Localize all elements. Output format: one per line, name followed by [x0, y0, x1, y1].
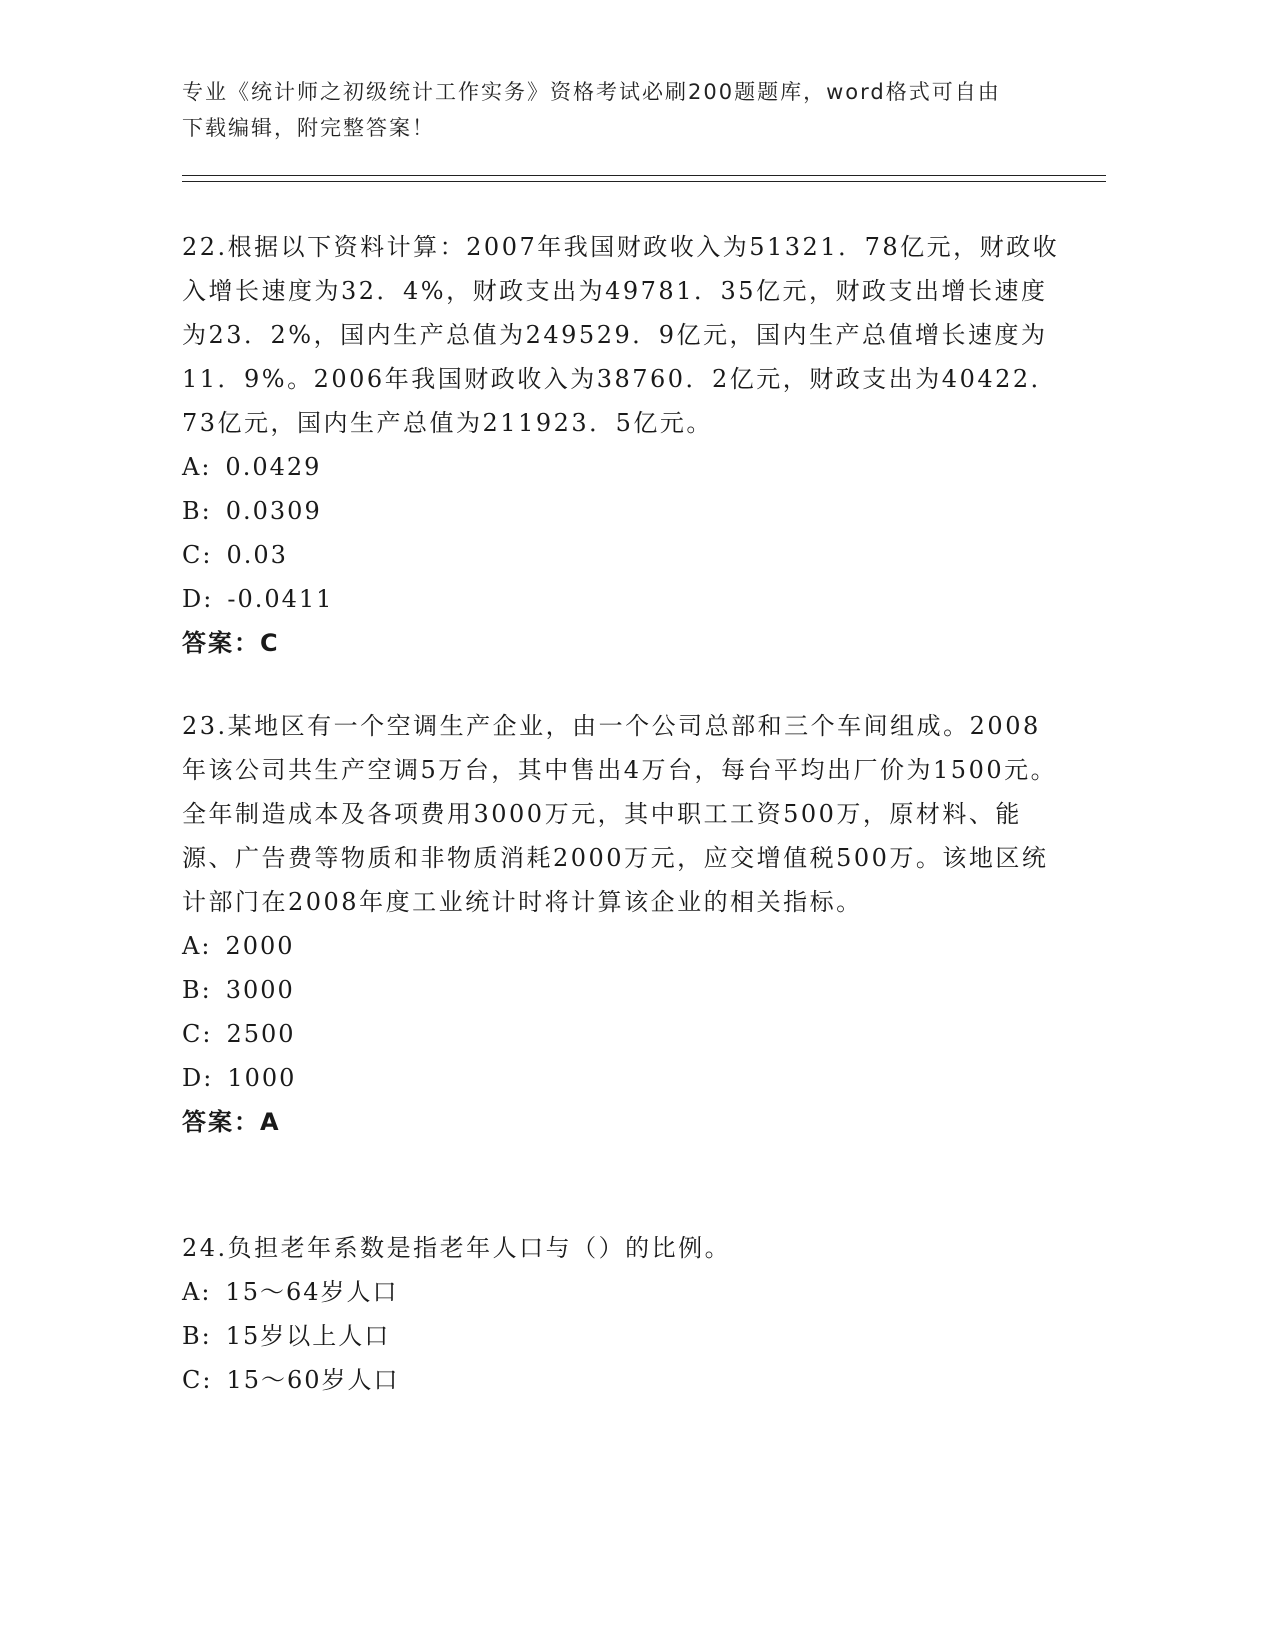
option-text: 1000 — [227, 1064, 297, 1092]
option-label: A: — [182, 1278, 212, 1306]
option-text: 3000 — [225, 976, 295, 1004]
question-22 — [182, 225, 1062, 665]
question-stem: 24.负担老年系数是指老年人口与（）的比例。 — [182, 1234, 732, 1262]
header-line-2: 下载编辑，附完整答案！ — [182, 116, 435, 140]
header-divider-bottom — [182, 181, 1106, 182]
option-a — [182, 924, 1062, 968]
answer-line: 答案：C — [182, 629, 280, 657]
option-text: 15～60岁人口 — [226, 1366, 400, 1394]
option-a — [182, 445, 1062, 489]
option-b — [182, 1314, 1062, 1358]
option-label: B: — [182, 1322, 212, 1350]
option-label: C: — [182, 1366, 213, 1394]
option-label: A: — [182, 453, 212, 481]
option-label: D: — [182, 1064, 214, 1092]
option-text: 15岁以上人口 — [225, 1322, 391, 1350]
option-a — [182, 1270, 1062, 1314]
option-c — [182, 533, 1062, 577]
question-24 — [182, 1226, 1062, 1402]
option-b — [182, 968, 1062, 1012]
option-text: 0.03 — [226, 541, 288, 569]
option-list — [182, 924, 1062, 1100]
header-line-1: 专业《统计师之初级统计工作实务》资格考试必刷200题题库，word格式可自由 — [182, 80, 1001, 104]
option-text: 15～64岁人口 — [225, 1278, 399, 1306]
option-label: C: — [182, 1020, 213, 1048]
option-list — [182, 1270, 1062, 1402]
option-label: D: — [182, 585, 214, 613]
option-text: -0.0411 — [227, 585, 334, 613]
option-label: B: — [182, 976, 212, 1004]
question-23 — [182, 704, 1062, 1144]
option-label: B: — [182, 497, 212, 525]
option-d — [182, 1056, 1062, 1100]
option-label: A: — [182, 932, 212, 960]
option-label: C: — [182, 541, 213, 569]
option-text: 2000 — [225, 932, 295, 960]
option-c — [182, 1012, 1062, 1056]
document-header — [182, 74, 1062, 146]
question-stem: 23.某地区有一个空调生产企业，由一个公司总部和三个车间组成。2008年该公司共生产空调5万台，其中售出4万台，每台平均出厂价为1500元。全年制造成本及各项费用3000万元，其中职工工资500万，原材料、能源、广告费等物质和非物质消耗2000万元，应交增值税500万。该地区统计部门在2008年度工业统计时将计算该企业的相关指标。 — [182, 712, 1058, 916]
option-text: 0.0309 — [225, 497, 322, 525]
header-divider-top — [182, 175, 1106, 176]
option-list — [182, 445, 1062, 621]
option-b — [182, 489, 1062, 533]
question-stem: 22.根据以下资料计算：2007年我国财政收入为51321．78亿元，财政收入增长速度为32．4%，财政支出为49781．35亿元，财政支出增长速度为23．2%，国内生产总值为249529．9亿元，国内生产总值增长速度为11．9%。2006年我国财政收入为38760．2亿元，财政支出为40422．73亿元，国内生产总值为211923．5亿元。 — [182, 233, 1060, 437]
option-text: 2500 — [226, 1020, 296, 1048]
option-text: 0.0429 — [225, 453, 322, 481]
option-d — [182, 577, 1062, 621]
option-c — [182, 1358, 1062, 1402]
answer-line: 答案：A — [182, 1108, 281, 1136]
